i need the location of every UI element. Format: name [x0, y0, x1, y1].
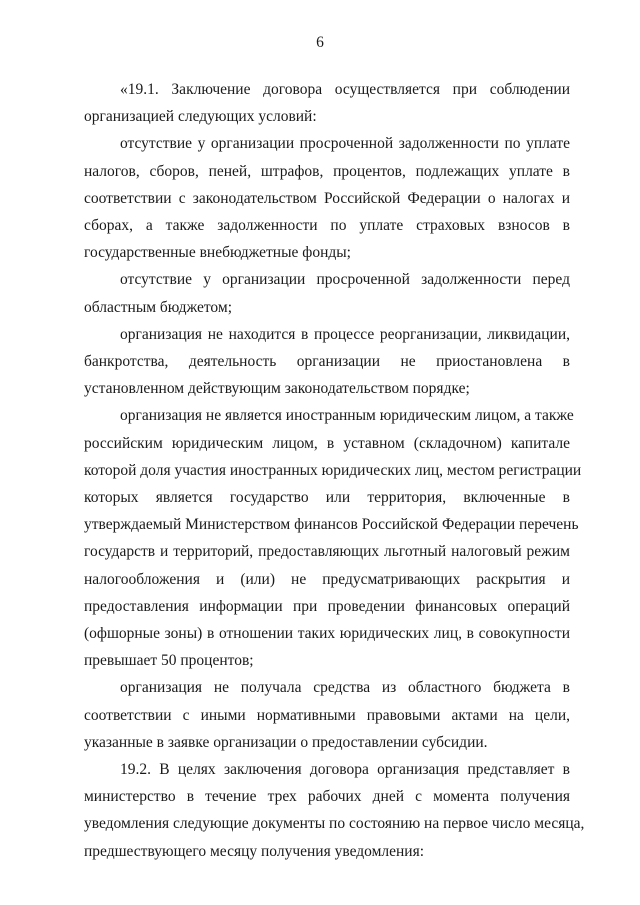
text-line: (офшорные зоны) в отношении таких юридических лиц, в совокупности [84, 625, 570, 643]
condition-paragraph [84, 130, 570, 266]
text-line: министерство в течение трех рабочих дней с момента получения [84, 788, 570, 806]
text-line: уведомления следующие документы по состоянию на первое число месяца, [84, 815, 585, 833]
condition-paragraph [84, 674, 570, 756]
text-line: которых является государство или территория, включенные в [84, 489, 570, 507]
text-line: превышает 50 процентов; [84, 652, 254, 670]
text-line: «19.1. Заключение договора осуществляется при соблюдении [120, 81, 570, 98]
text-line: 19.2. В целях заключения договора организация представляет в [120, 761, 570, 779]
text-line: предшествующего месяцу получения уведомления: [84, 842, 425, 860]
text-line: государственные внебюджетные фонды; [84, 244, 351, 262]
page-number: 6 [316, 34, 324, 51]
text-line: предоставления информации при проведении финансовых операций [84, 597, 570, 615]
text-line: организацией следующих условий: [84, 108, 317, 126]
text-line: банкротства, деятельность организации не приостановлена в [84, 353, 570, 371]
condition-paragraph [84, 321, 570, 403]
text-line: отсутствие у организации просроченной задолженности перед [120, 271, 570, 289]
text-line: организация не получала средства из областного бюджета в [120, 679, 570, 697]
text-line: организация не находится в процессе реорганизации, ликвидации, [120, 325, 570, 343]
condition-paragraph [84, 266, 570, 320]
text-line: организация не является иностранным юридическим лицом, а также [120, 407, 574, 425]
text-line: налогов, сборов, пеней, штрафов, процентов, подлежащих уплате в [84, 162, 570, 180]
text-line: налогообложения и (или) не предусматривающих раскрытия и [84, 570, 570, 588]
paragraph-19-2 [84, 756, 585, 865]
text-line: соответствии с иными нормативными правовыми актами на цели, [84, 706, 570, 724]
text-line: соответствии с законодательством Российской Федерации о налогах и [84, 189, 570, 207]
text-line: российским юридическим лицом, в уставном (складочном) капитале [84, 434, 570, 452]
document-body [84, 76, 585, 865]
text-line: установленном действующим законодательством порядке; [84, 380, 470, 398]
condition-paragraph [84, 402, 582, 674]
text-line: сборах, а также задолженности по уплате страховых взносов в [84, 217, 570, 235]
text-line: областным бюджетом; [84, 298, 232, 316]
text-line: которой доля участия иностранных юридических лиц, местом регистрации [84, 461, 582, 479]
text-line: утверждаемый Министерством финансов Российской Федерации перечень [84, 516, 579, 534]
text-line: отсутствие у организации просроченной задолженности по уплате [120, 135, 570, 153]
text-line: указанные в заявке организации о предоставлении субсидии. [84, 733, 488, 751]
paragraph-19-1 [84, 76, 570, 130]
text-line: государств и территорий, предоставляющих льготный налоговый режим [84, 543, 570, 561]
